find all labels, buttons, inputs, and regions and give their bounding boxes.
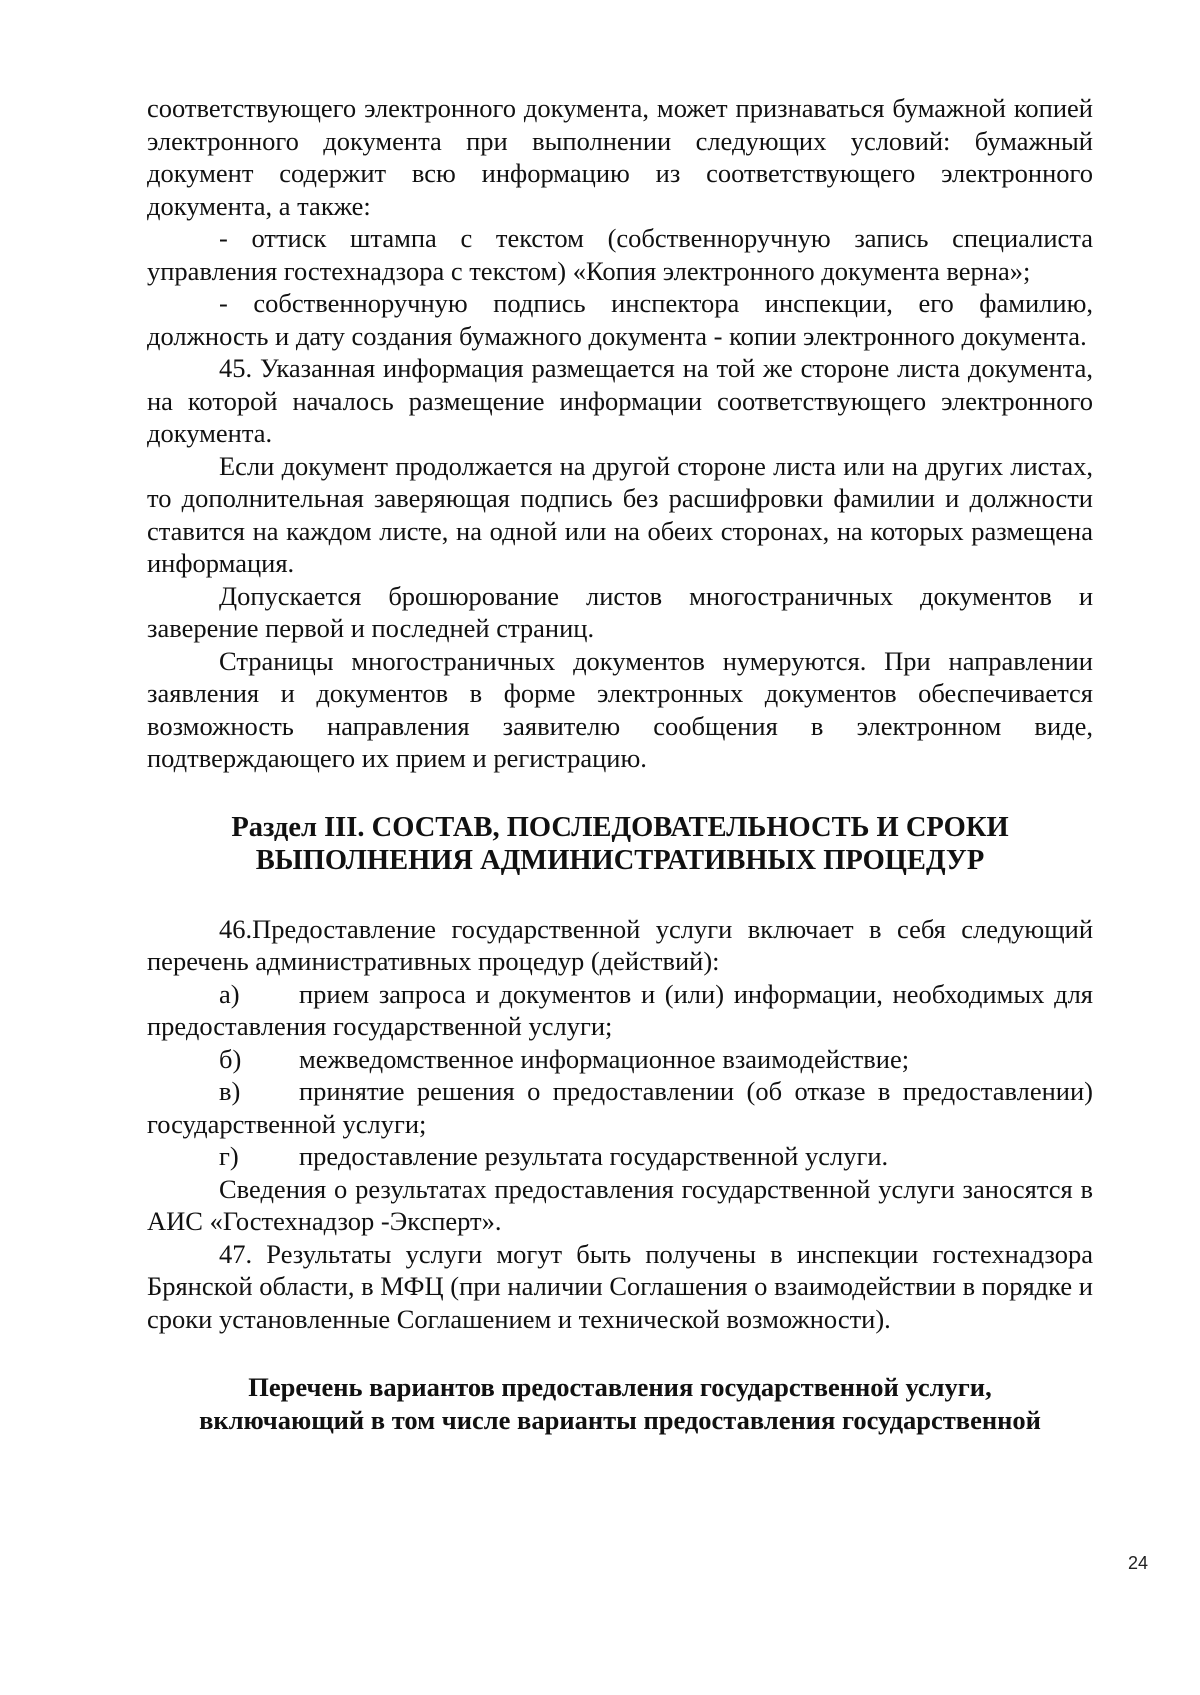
paragraph-46: 46.Предоставление государственной услуги включает в себя следующий перечень административных процедур (действий): <box>147 913 1093 976</box>
paragraph-47: 47. Результаты услуги могут быть получены в инспекции гостехнадзора Брянской области, в МФЦ (при наличии Соглашения о взаимодействии в порядке и сроки установленные Соглашением и технической возможности). <box>147 1238 1093 1334</box>
section-heading-line-2: ВЫПОЛНЕНИЯ АДМИНИСТРАТИВНЫХ ПРОЦЕДУР <box>255 844 985 876</box>
paragraph-signature: - собственноручную подпись инспектора инспекции, его фамилию, должность и дату создания бумажного документа - копии электронного документа. <box>147 288 1093 351</box>
paragraph-45: 45. Указанная информация размещается на той же стороне листа документа, на которой началось размещение информации соответствующего электронного документа. <box>147 353 1093 448</box>
subheading-line-1: Перечень вариантов предоставления государственной услуги, <box>248 1372 992 1402</box>
procedure-text: прием запроса и документов и (или) информации, необходимых для предоставления государственной услуги; <box>147 978 1093 1041</box>
procedure-item-g <box>147 1140 1093 1173</box>
procedure-item-a <box>147 978 1093 1043</box>
procedure-mark: г) <box>219 1141 239 1171</box>
document-page <box>147 92 1093 1437</box>
paragraph-continuation: Если документ продолжается на другой стороне листа или на других листах, то дополнительная заверяющая подпись без расшифровки фамилии и должности ставится на каждом листе, на одной или на обеих сторонах, на которых размещена информация. <box>147 450 1093 578</box>
procedure-text: принятие решения о предоставлении (об отказе в предоставлении) государственной услуги; <box>147 1076 1093 1139</box>
procedure-text: межведомственное информационное взаимодействие; <box>299 1043 910 1074</box>
procedure-text: предоставление результата государственной услуги. <box>299 1141 889 1171</box>
procedure-item-b <box>147 1043 1093 1076</box>
procedure-item-v <box>147 1075 1093 1140</box>
procedure-mark: в) <box>219 1076 241 1106</box>
procedure-mark: а) <box>219 978 240 1009</box>
subheading-line-2: включающий в том числе варианты предоставления государственной <box>199 1405 1041 1435</box>
section-heading-line-1: Раздел III. СОСТАВ, ПОСЛЕДОВАТЕЛЬНОСТЬ И СРОКИ <box>231 811 1009 843</box>
page-number: 24 <box>1128 1553 1149 1573</box>
procedure-mark: б) <box>219 1043 242 1074</box>
paragraph-copy-conditions: соответствующего электронного документа, может признаваться бумажной копией электронного документа при выполнении следующих условий: бумажный документ содержит всю информацию из соответствующего электронного документа, а также: <box>147 93 1093 221</box>
paragraph-ais-records: Сведения о результатах предоставления государственной услуги заносятся в АИС «Гостехнадзор -Эксперт». <box>147 1173 1093 1236</box>
paragraph-page-numbering: Страницы многостраничных документов нумеруются. При направлении заявления и документов в форме электронных документов обеспечивается возможность направления заявителю сообщения в электронном виде, подтверждающего их прием и регистрацию. <box>147 645 1093 773</box>
paragraph-stamp: - оттиск штампа с текстом (собственноручную запись специалиста управления гостехнадзора с текстом) «Копия электронного документа верна»; <box>147 223 1093 286</box>
paragraph-binding: Допускается брошюрование листов многостраничных документов и заверение первой и последней страниц. <box>147 580 1093 643</box>
